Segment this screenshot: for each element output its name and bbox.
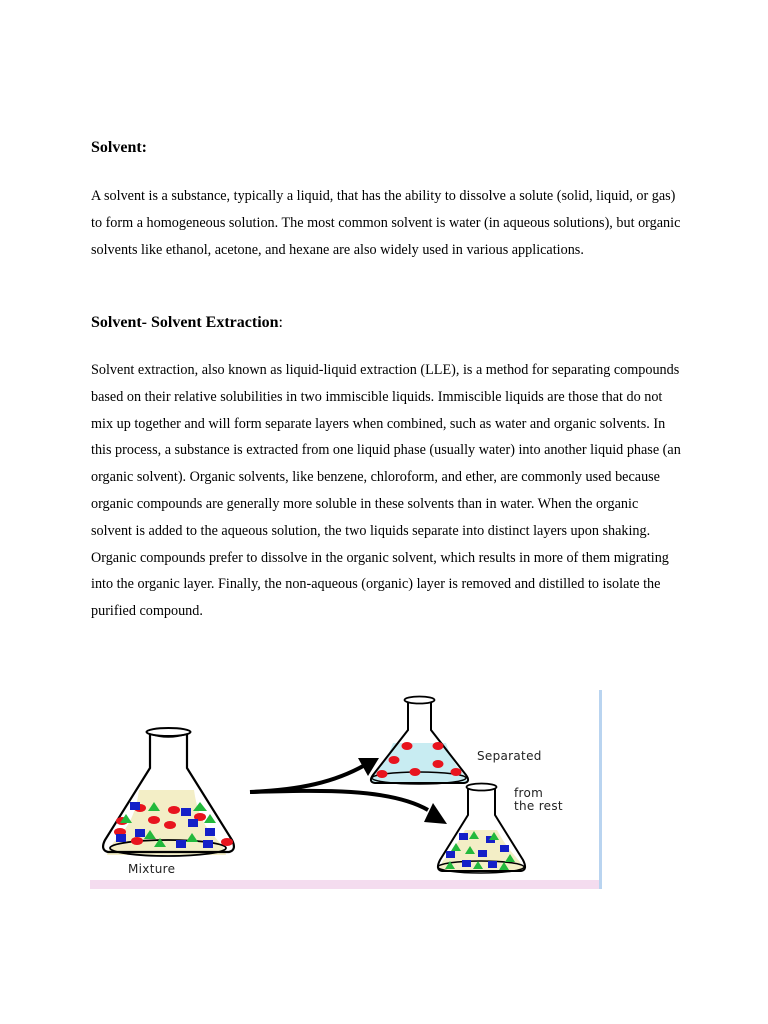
label-mixture: Mixture	[128, 862, 176, 876]
heading-solvent-colon: :	[141, 139, 147, 156]
mixture-flask	[103, 728, 234, 856]
rest-flask	[438, 784, 525, 874]
heading-solvent-text: Solvent	[91, 139, 142, 156]
heading-extraction	[91, 314, 283, 332]
figure-right-border	[599, 690, 602, 889]
figure-bottom-band	[90, 880, 602, 889]
heading-extraction-text: Solvent- Solvent Extraction	[91, 314, 279, 331]
label-from-line1: from	[514, 786, 544, 800]
arrow-upper	[250, 758, 379, 792]
arrow-lower	[250, 791, 447, 824]
paragraph-solvent: A solvent is a substance, typically a liquid, that has the ability to dissolve a solute (solid, liquid, or gas) to form a homogeneous solution. The most common solvent is water (in aqueous solutions), but organic solvents like ethanol, acetone, and hexane are also widely used in various applications.	[91, 188, 681, 258]
heading-extraction-colon: :	[278, 314, 283, 331]
label-separated: Separated	[477, 749, 542, 763]
extraction-figure	[90, 690, 602, 889]
heading-solvent	[91, 139, 147, 157]
extraction-diagram	[90, 690, 602, 889]
paragraph-extraction: Solvent extraction, also known as liquid-liquid extraction (LLE), is a method for separating compounds based on their relative solubilities in two immiscible liquids. Immiscible liquids are those that do not mix up together and will form separate layers when combined, such as water and organic solvents. In this process, a substance is extracted from one liquid phase (usually water) into another liquid phase (an organic solvent). Organic solvents, like benzene, chloroform, and ether, are commonly used because organic compounds are generally more soluble in these solvents than in water. When the organic solvent is added to the aqueous solution, the two liquids separate into distinct layers upon shaking. Organic compounds prefer to dissolve in the organic solvent, which results in more of them migrating into the organic layer. Finally, the non-aqueous (organic) layer is removed and distilled to isolate the purified compound.	[91, 362, 681, 620]
separated-flask	[371, 697, 468, 785]
label-from-line2: the rest	[514, 799, 563, 813]
